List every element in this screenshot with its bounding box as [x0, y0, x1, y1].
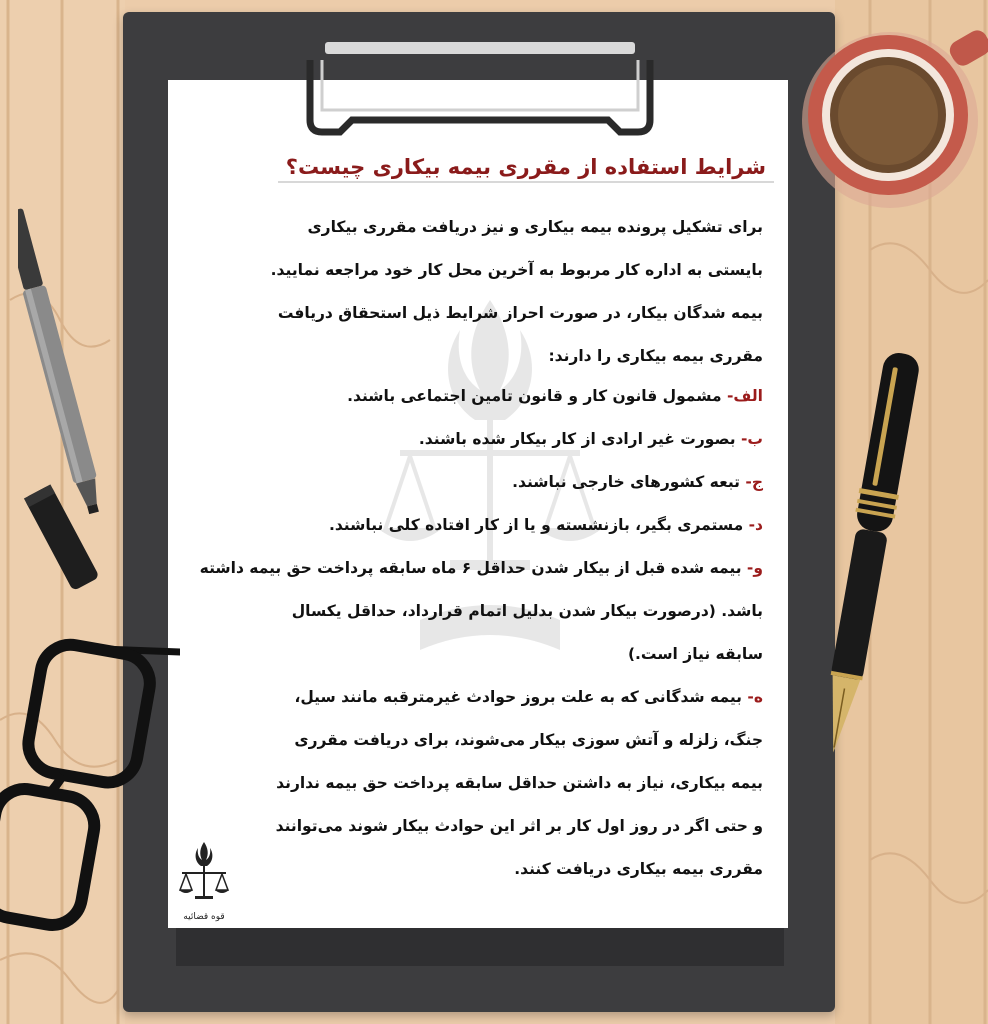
condition-he-line-3: بیمه بیکاری، نیاز به داشتن حداقل سابقه پرداخت حق بیمه ندارند: [276, 774, 763, 792]
marker-pen-icon: [18, 195, 138, 595]
condition-text: بصورت غیر ارادی از کار بیکار شده باشند.: [418, 430, 736, 448]
condition-label: د-: [748, 516, 763, 534]
condition-vav: [200, 559, 763, 577]
intro-line-2: بایستی به اداره کار مربوط به آخرین محل کار خود مراجعه نمایید.: [270, 261, 763, 279]
page-title: شرایط استفاده از مقرری بیمه بیکاری چیست؟: [285, 155, 766, 179]
condition-label: ج-: [745, 473, 763, 491]
condition-text: تبعه کشورهای خارجی نباشند.: [512, 473, 740, 491]
condition-he-line-2: جنگ، زلزله و آتش سوزی بیکار می‌شوند، برای دریافت مقرری: [294, 731, 763, 749]
logo-caption: قوه قضائیه: [183, 912, 225, 922]
condition-jim: [512, 473, 763, 491]
eyeglasses-icon: [0, 630, 180, 960]
condition-label: ب-: [740, 430, 763, 448]
condition-he-line-5: مقرری بیمه بیکاری دریافت کنند.: [514, 860, 763, 878]
intro-line-3: بیمه شدگان بیکار، در صورت احراز شرایط ذیل استحقاق دریافت: [277, 304, 763, 322]
condition-vav-line-3: سابقه نیاز است.): [627, 645, 763, 663]
condition-text: بیمه شدگانی که به علت بروز حوادث غیرمترقبه مانند سیل،: [294, 688, 742, 706]
condition-alef: [347, 387, 763, 405]
clipboard-clip: [300, 40, 660, 140]
condition-text: مستمری بگیر، بازنشسته و یا از کار افتاده کلی نباشند.: [328, 516, 744, 534]
condition-label: و-: [746, 559, 763, 577]
condition-he-line-4: و حتی اگر در روز اول کار بر اثر این حوادث بیکار شوند می‌توانند: [275, 817, 763, 835]
clipboard-bottom-shadow: [176, 928, 784, 966]
fountain-pen-icon: [810, 345, 920, 765]
condition-label: الف-: [726, 387, 763, 405]
condition-vav-line-2: باشد. (درصورت بیکار شدن بدلیل اتمام قرارداد، حداقل یکسال: [291, 602, 763, 620]
coffee-mug-icon: [800, 20, 988, 210]
intro-line-4: مقرری بیمه بیکاری را دارند:: [548, 347, 763, 365]
intro-line-1: برای تشکیل پرونده بیمه بیکاری و نیز دریافت مقرری بیکاری: [307, 218, 763, 236]
judiciary-logo: [178, 840, 230, 920]
condition-label: ه-: [747, 688, 763, 706]
condition-text: مشمول قانون کار و قانون تامین اجتماعی باشند.: [347, 387, 722, 405]
condition-be: [419, 430, 763, 448]
condition-text: بیمه شده قبل از بیکار شدن حداقل ۶ ماه سابقه پرداخت حق بیمه داشته: [199, 559, 742, 577]
condition-dal: [329, 516, 763, 534]
condition-he: [294, 688, 763, 706]
